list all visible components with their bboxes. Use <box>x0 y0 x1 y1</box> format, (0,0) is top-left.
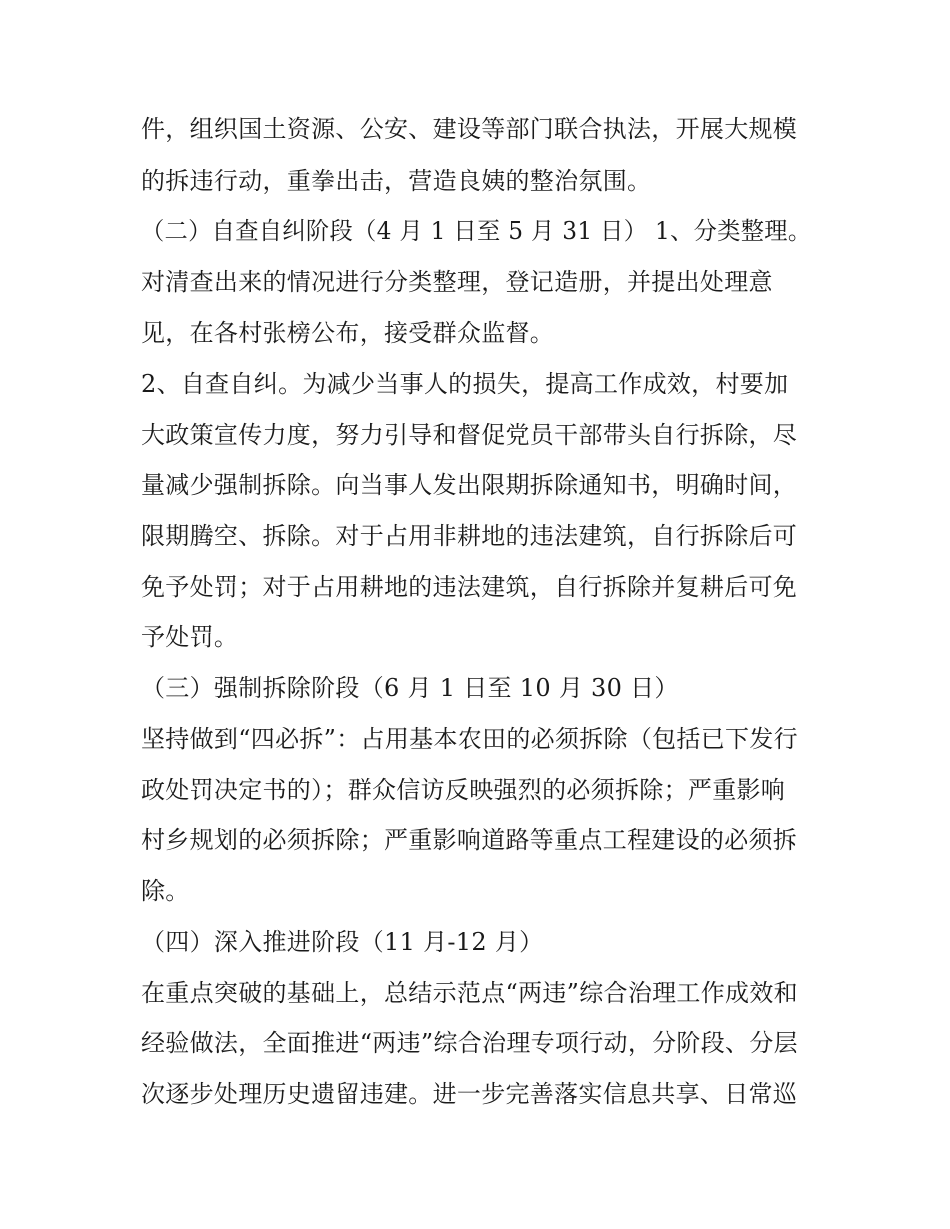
text-line: 次逐步处理历史遗留违建。进一步完善落实信息共享、日常巡 <box>141 1080 798 1108</box>
section-heading: （二）自查自纠阶段（4 月 1 日至 5 月 31 日） 1、分类整理。 <box>141 217 812 245</box>
text-line: 在重点突破的基础上，总结示范点“两违”综合治理工作成效和 <box>141 979 798 1007</box>
text-line: 坚持做到“四必拆”：占用基本农田的必须拆除（包括已下发行 <box>141 725 798 753</box>
text-line: 村乡规划的必须拆除；严重影响道路等重点工程建设的必须拆 <box>141 826 798 854</box>
text-line: 予处罚。 <box>141 623 239 651</box>
text-line: 大政策宣传力度，努力引导和督促党员干部带头自行拆除，尽 <box>141 421 798 449</box>
text-line: 对清查出来的情况进行分类整理，登记造册，并提出处理意 <box>141 268 773 296</box>
text-line: 量减少强制拆除。向当事人发出限期拆除通知书，明确时间， <box>141 471 798 499</box>
text-line: 见，在各村张榜公布，接受群众监督。 <box>141 319 555 347</box>
text-line: 限期腾空、拆除。对于占用非耕地的违法建筑，自行拆除后可 <box>141 522 798 550</box>
section-heading: （四）深入推进阶段（11 月-12 月） <box>141 928 544 956</box>
text-line: 政处罚决定书的）；群众信访反映强烈的必须拆除；严重影响 <box>141 776 786 804</box>
text-line: 经验做法，全面推进“两违”综合治理专项行动，分阶段、分层 <box>141 1029 798 1057</box>
text-line: 2、自查自纠。为减少当事人的损失，提高工作成效，村要加 <box>141 370 789 398</box>
text-line: 除。 <box>141 877 190 905</box>
section-heading: （三）强制拆除阶段（6 月 1 日至 10 月 30 日） <box>141 674 679 702</box>
text-line: 件，组织国土资源、公安、建设等部门联合执法，开展大规模 <box>141 115 798 143</box>
text-line: 免予处罚；对于占用耕地的违法建筑，自行拆除并复耕后可免 <box>141 573 798 601</box>
text-line: 的拆违行动，重拳出击，营造良姨的整治氛围。 <box>141 167 652 195</box>
